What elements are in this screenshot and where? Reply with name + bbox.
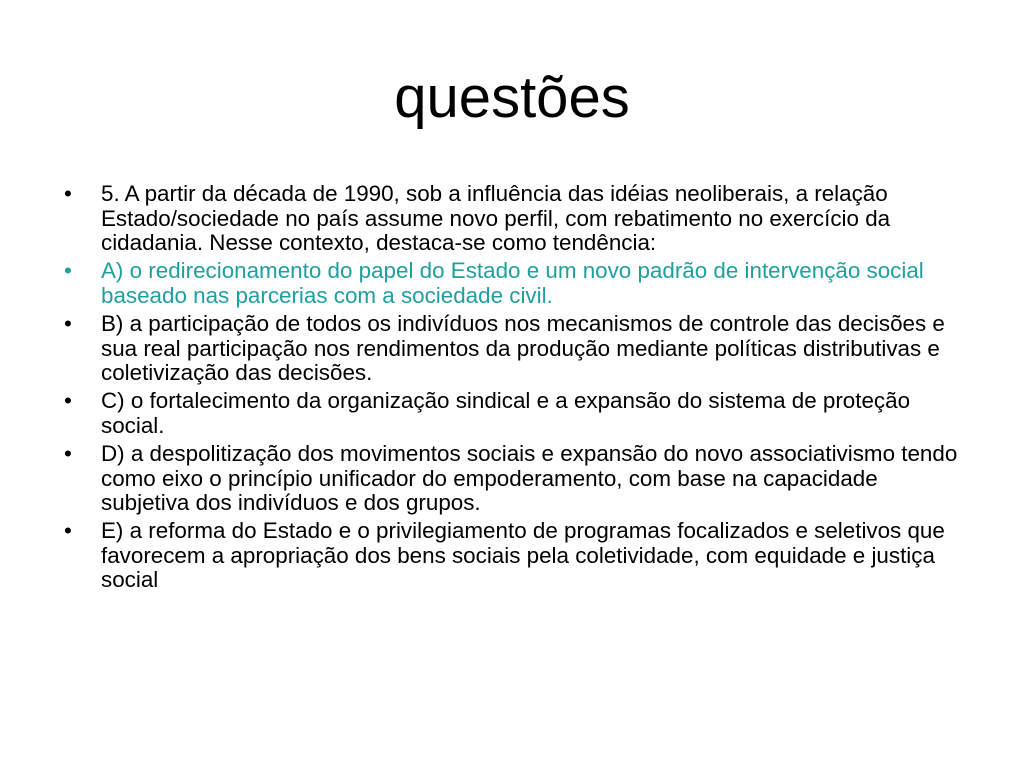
bullet-list: [64, 182, 964, 597]
option-c: [64, 389, 964, 438]
option-b: [64, 312, 964, 386]
bullet-text: E) a reforma do Estado e o privilegiamento de programas focalizados e seletivos que favorecem a apropriação dos bens sociais pela coletividade, com equidade e justiça social: [101, 518, 945, 593]
option-a: [64, 259, 964, 308]
bullet-text: A) o redirecionamento do papel do Estado e um novo padrão de intervenção social baseado nas parcerias com a sociedade civil.: [101, 258, 924, 308]
bullet-icon: •: [64, 518, 72, 544]
bullet-icon: •: [64, 388, 72, 414]
slide-title: questões: [394, 65, 630, 130]
option-d: [64, 442, 964, 516]
bullet-icon: •: [64, 258, 72, 284]
option-e: [64, 519, 964, 593]
bullet-text: B) a participação de todos os indivíduos nos mecanismos de controle das decisões e sua real participação nos rendimentos da produção mediante políticas distributivas e coletivização das decisões.: [101, 311, 945, 386]
bullet-text: C) o fortalecimento da organização sindical e a expansão do sistema de proteção social.: [101, 388, 911, 438]
bullet-icon: •: [64, 181, 72, 206]
bullet-text: D) a despolitização dos movimentos sociais e expansão do novo associativismo tendo como eixo o princípio unificador do empoderamento, com base na capacidade subjetiva dos indivíduos e dos grupos.: [101, 441, 958, 516]
bullet-icon: •: [64, 441, 72, 467]
question-statement: [64, 182, 964, 256]
bullet-icon: •: [64, 311, 72, 337]
bullet-text: 5. A partir da década de 1990, sob a influência das idéias neoliberais, a relação Estado/sociedade no país assume novo perfil, com rebatimento no exercício da cidadania. Nesse contexto, destaca-se como tendência:: [101, 181, 891, 255]
